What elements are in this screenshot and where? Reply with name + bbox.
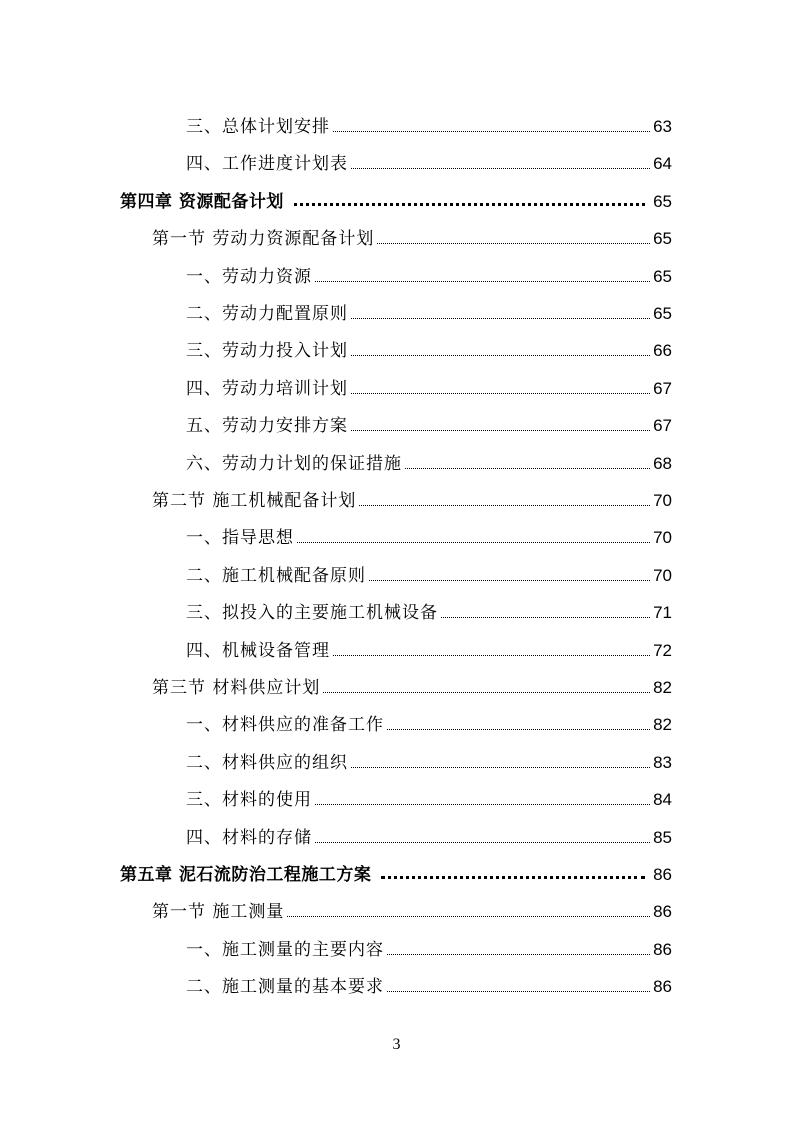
toc-entry-title: 五、劳动力安排方案 <box>186 416 348 437</box>
toc-entry-title: 一、材料供应的准备工作 <box>186 715 384 736</box>
toc-entry-chapter[interactable] <box>120 175 672 212</box>
toc-entry-section[interactable] <box>152 661 672 698</box>
dot-leader <box>351 430 650 431</box>
dot-leader <box>359 505 650 506</box>
dot-leader <box>369 580 650 581</box>
dot-leader <box>315 281 650 282</box>
toc-entry-title: 一、施工测量的主要内容 <box>186 939 384 960</box>
dot-leader <box>351 355 650 356</box>
dot-leader <box>333 131 650 132</box>
dot-leader <box>387 991 650 992</box>
toc-entry-item[interactable] <box>186 100 672 137</box>
dot-leader <box>351 168 650 169</box>
toc-entry-title: 第一节 施工测量 <box>152 902 285 923</box>
toc-entry-page-number: 70 <box>653 491 672 510</box>
toc-entry-title: 四、材料的存储 <box>186 827 312 848</box>
toc-entry-page-number: 86 <box>653 977 672 997</box>
toc-entry-item[interactable] <box>186 549 672 586</box>
toc-entry-page-number: 67 <box>653 416 672 436</box>
dot-leader <box>351 393 650 394</box>
toc-entry-title: 第四章 资源配备计划 <box>120 191 284 212</box>
toc-entry-title: 第五章 泥石流防治工程施工方案 <box>120 865 372 885</box>
toc-entry-item[interactable] <box>186 399 672 436</box>
toc-entry-page-number: 82 <box>653 678 672 697</box>
dot-leader <box>351 767 650 768</box>
toc-entry-title: 一、指导思想 <box>186 528 294 549</box>
toc-entry-item[interactable] <box>186 811 672 848</box>
dot-leader <box>287 916 650 917</box>
toc-entry-title: 一、劳动力资源 <box>186 266 312 287</box>
toc-entry-page-number: 68 <box>653 453 672 473</box>
toc-entry-item[interactable] <box>186 362 672 399</box>
toc-entry-page-number: 65 <box>653 304 672 323</box>
toc-entry-page-number: 66 <box>653 341 672 361</box>
toc-entry-item[interactable] <box>186 736 672 773</box>
toc-entry-item[interactable] <box>186 511 672 548</box>
dot-leader <box>387 954 650 955</box>
toc-entry-page-number: 82 <box>653 715 672 735</box>
dot-leader <box>297 542 650 543</box>
toc-entry-page-number: 86 <box>653 902 672 922</box>
toc-entry-page-number: 86 <box>653 865 672 884</box>
toc-entry-section[interactable] <box>152 474 672 511</box>
toc-entry-page-number: 67 <box>653 378 672 398</box>
toc-entry-title: 四、工作进度计划表 <box>186 154 348 175</box>
toc-entry-item[interactable] <box>186 586 672 623</box>
dot-leader <box>315 804 650 805</box>
toc-entry-title: 第三节 材料供应计划 <box>152 678 321 698</box>
dot-leader <box>294 203 645 206</box>
toc-entry-title: 第一节 劳动力资源配备计划 <box>152 229 375 250</box>
toc-entry-title: 二、施工测量的基本要求 <box>186 977 384 998</box>
dot-leader <box>351 318 650 319</box>
toc-entry-item[interactable] <box>186 923 672 960</box>
toc-entry-page-number: 86 <box>653 939 672 959</box>
dot-leader <box>387 729 650 730</box>
toc-entry-title: 三、材料的使用 <box>186 790 312 811</box>
toc-entry-title: 二、劳动力配置原则 <box>186 304 348 324</box>
toc-entry-section[interactable] <box>152 885 672 922</box>
toc-entry-page-number: 71 <box>653 603 672 623</box>
toc-entry-page-number: 70 <box>653 528 672 548</box>
toc-entry-page-number: 85 <box>653 827 672 847</box>
toc-entry-title: 四、劳动力培训计划 <box>186 378 348 399</box>
toc-entry-page-number: 63 <box>653 117 672 136</box>
toc-entry-page-number: 64 <box>653 154 672 174</box>
toc-entry-section[interactable] <box>152 212 672 249</box>
toc-entry-item[interactable] <box>186 773 672 810</box>
toc-entry-item[interactable] <box>186 624 672 661</box>
toc-entry-item[interactable] <box>186 137 672 174</box>
toc-entry-chapter[interactable] <box>120 848 672 885</box>
toc-entry-page-number: 84 <box>653 790 672 810</box>
toc-entry-title: 三、拟投入的主要施工机械设备 <box>186 603 438 624</box>
toc-entry-title: 六、劳动力计划的保证措施 <box>186 453 402 474</box>
toc-entry-page-number: 72 <box>653 640 672 660</box>
page-number: 3 <box>392 1036 401 1053</box>
dot-leader <box>323 692 650 693</box>
toc-entry-title: 三、总体计划安排 <box>186 117 330 137</box>
toc-entry-item[interactable] <box>186 324 672 361</box>
toc-entry-item[interactable] <box>186 437 672 474</box>
toc-entry-title: 第二节 施工机械配备计划 <box>152 491 357 511</box>
dot-leader <box>405 468 650 469</box>
toc-entry-page-number: 70 <box>653 565 672 585</box>
dot-leader <box>333 655 650 656</box>
toc-entry-title: 二、材料供应的组织 <box>186 752 348 773</box>
toc-entry-title: 四、机械设备管理 <box>186 640 330 661</box>
dot-leader <box>315 842 650 843</box>
toc-entry-item[interactable] <box>186 960 672 997</box>
toc-entry-title: 三、劳动力投入计划 <box>186 341 348 362</box>
dot-leader <box>377 243 650 244</box>
dot-leader <box>381 876 645 879</box>
toc-entry-page-number: 83 <box>653 752 672 772</box>
toc-entry-title: 二、施工机械配备原则 <box>186 565 366 586</box>
toc-entry-item[interactable] <box>186 698 672 735</box>
toc-entry-page-number: 65 <box>653 191 672 211</box>
dot-leader <box>441 617 650 618</box>
toc-entry-item[interactable] <box>186 250 672 287</box>
toc-entry-page-number: 65 <box>653 229 672 249</box>
toc-entry-page-number: 65 <box>653 266 672 286</box>
toc-entry-item[interactable] <box>186 287 672 324</box>
